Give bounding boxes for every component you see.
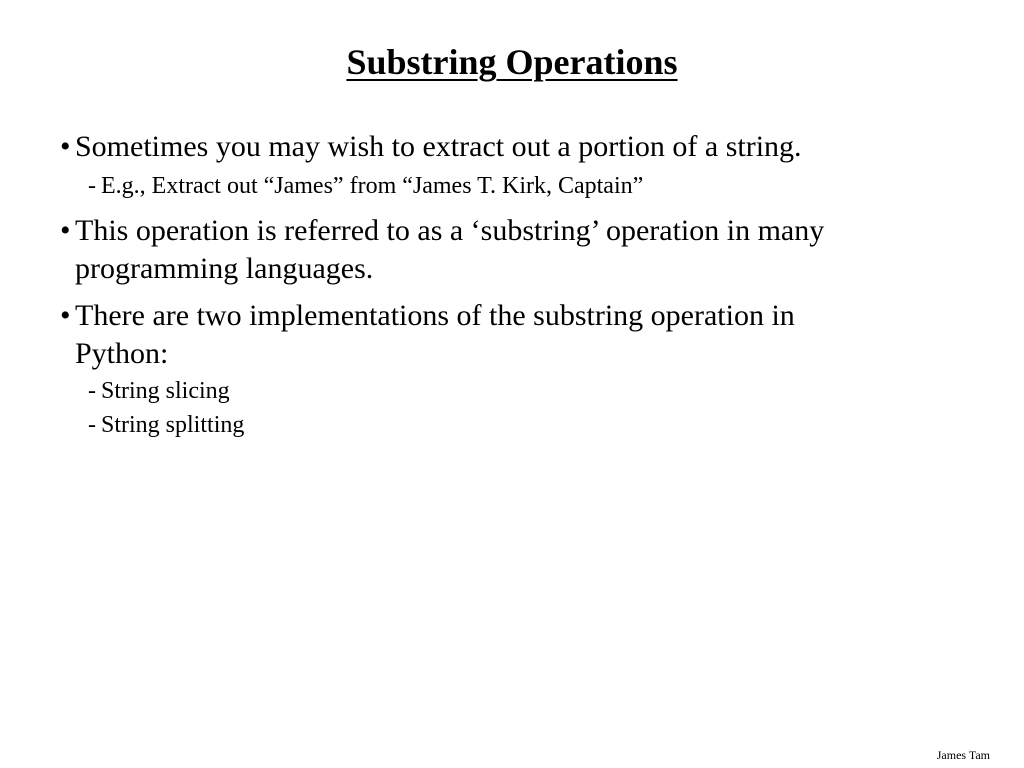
bullet-text: There are two implementations of the substring operation in [75,299,795,332]
bullet-text-continued: Python: [75,337,169,370]
footer-author: James Tam [936,748,990,762]
slide-title: Substring Operations [346,42,678,82]
sub-text: String splitting [101,412,245,438]
bullet-marker: • [60,299,71,332]
sub-item [88,410,244,440]
sub-marker: - [88,173,96,199]
sub-marker: - [88,412,96,438]
bullet-text: Sometimes you may wish to extract out a portion of a string. [75,130,802,163]
sub-item [88,376,230,406]
bullet-item [60,212,960,288]
bullet-text: This operation is referred to as a ‘substring’ operation in many [75,214,825,247]
sub-marker: - [88,378,96,404]
sub-text: String slicing [101,378,230,404]
bullet-text-continued: programming languages. [75,252,374,285]
bullet-marker: • [60,214,71,247]
sub-item [88,171,643,201]
sub-text: E.g., Extract out “James” from “James T. Kirk, Captain” [101,173,644,199]
bullet-marker: • [60,130,71,163]
bullet-item [60,128,960,166]
bullet-item [60,297,960,373]
